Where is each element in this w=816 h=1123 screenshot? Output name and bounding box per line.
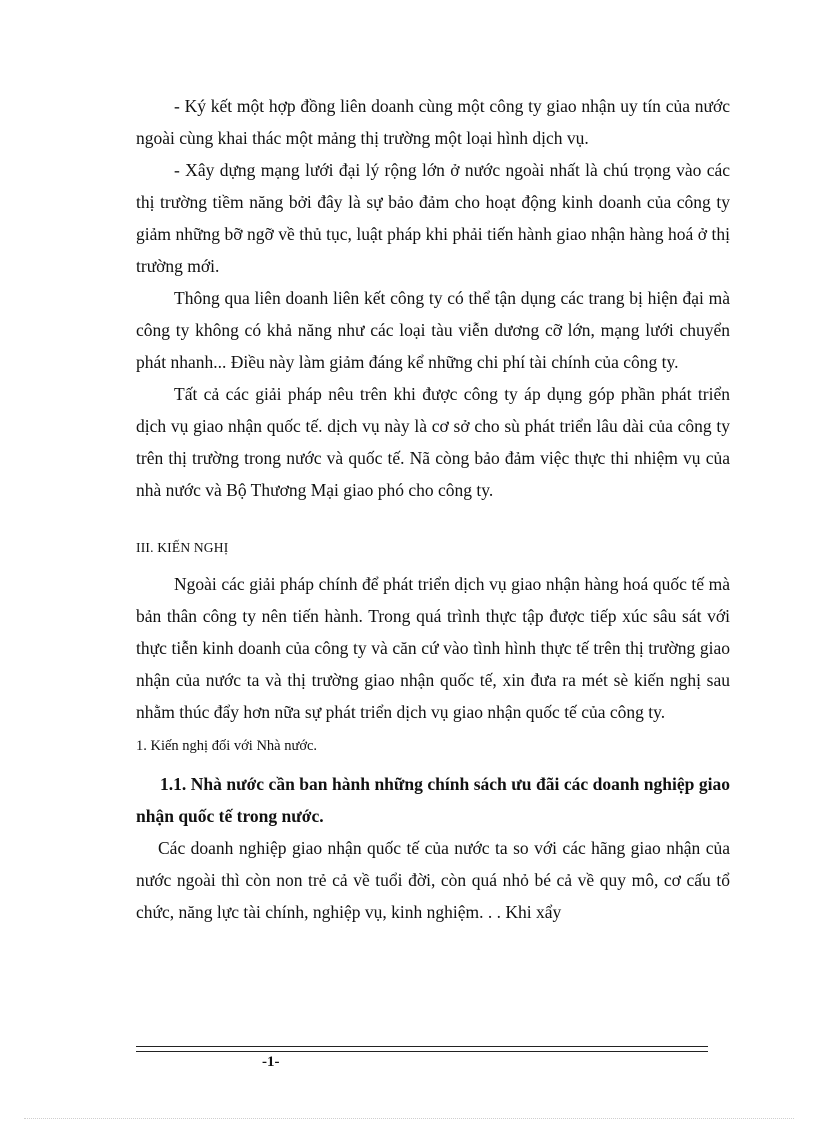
paragraph-joint-venture-benefits: Thông qua liên doanh liên kết công ty có thể tận dụng các trang bị hiện đại mà công ty không có khả năng như các loại tàu viễn dương cỡ lớn, mạng lưới chuyển phát nhanh... Điều này làm giảm đáng kể những chi phí tài chính của công ty.	[136, 288, 730, 372]
document-body	[136, 90, 730, 928]
footer-double-rule	[136, 1046, 708, 1052]
paragraph-agent-network: - Xây dựng mạng lưới đại lý rộng lớn ở nước ngoài nhất là chú trọng vào các thị trường tiềm năng bởi đây là sự bảo đảm cho hoạt động kinh doanh của công ty giảm những bỡ ngỡ về thủ tục, luật pháp khi phải tiến hành giao nhận hàng hoá ở thị trường mới.	[136, 160, 730, 276]
subsection-heading: 1. Kiến nghị đối với Nhà nước.	[136, 738, 318, 754]
section-intro-paragraph: Ngoài các giải pháp chính để phát triển dịch vụ giao nhận hàng hoá quốc tế mà bản thân công ty nên tiến hành. Trong quá trình thực tập được tiếp xúc sâu sát với thực tiễn kinh doanh của công ty và căn cứ vào tình hình thực tế trên thị trường giao nhận của nước ta và thị trường giao nhận quốc tế, xin đưa ra mét sè kiến nghị sau nhằm thúc đẩy hơn nữa sự phát triển dịch vụ giao nhận quốc tế của công ty.	[136, 574, 730, 722]
section-heading: III. KIẾN NGHỊ	[136, 540, 229, 555]
bold-subheading: 1.1. Nhà nước cần ban hành những chính sách ưu đãi các doanh nghiệp giao nhận quốc tế trong nước.	[136, 774, 730, 826]
page-bottom-dotted-border	[24, 1118, 794, 1119]
paragraph-solutions-summary: Tất cả các giải pháp nêu trên khi được công ty áp dụng góp phần phát triển dịch vụ giao nhận quốc tế. dịch vụ này là cơ sở cho sù phát triển lâu dài của công ty trên thị trường trong nước và quốc tế. Nã còng bảo đảm việc thực thi nhiệm vụ của nhà nước và Bộ Thương Mại giao phó cho công ty.	[136, 384, 730, 500]
page-number: -1-	[262, 1054, 280, 1070]
final-paragraph: Các doanh nghiệp giao nhận quốc tế của nước ta so với các hãng giao nhận của nước ngoài thì còn non trẻ cả về tuổi đời, còn quá nhỏ bé cả về quy mô, cơ cấu tổ chức, năng lực tài chính, nghiệp vụ, kinh nghiệm. . . Khi xẩy	[136, 838, 730, 922]
paragraph-joint-venture: - Ký kết một hợp đồng liên doanh cùng một công ty giao nhận uy tín của nước ngoài cùng khai thác một mảng thị trường một loại hình dịch vụ.	[136, 96, 730, 148]
